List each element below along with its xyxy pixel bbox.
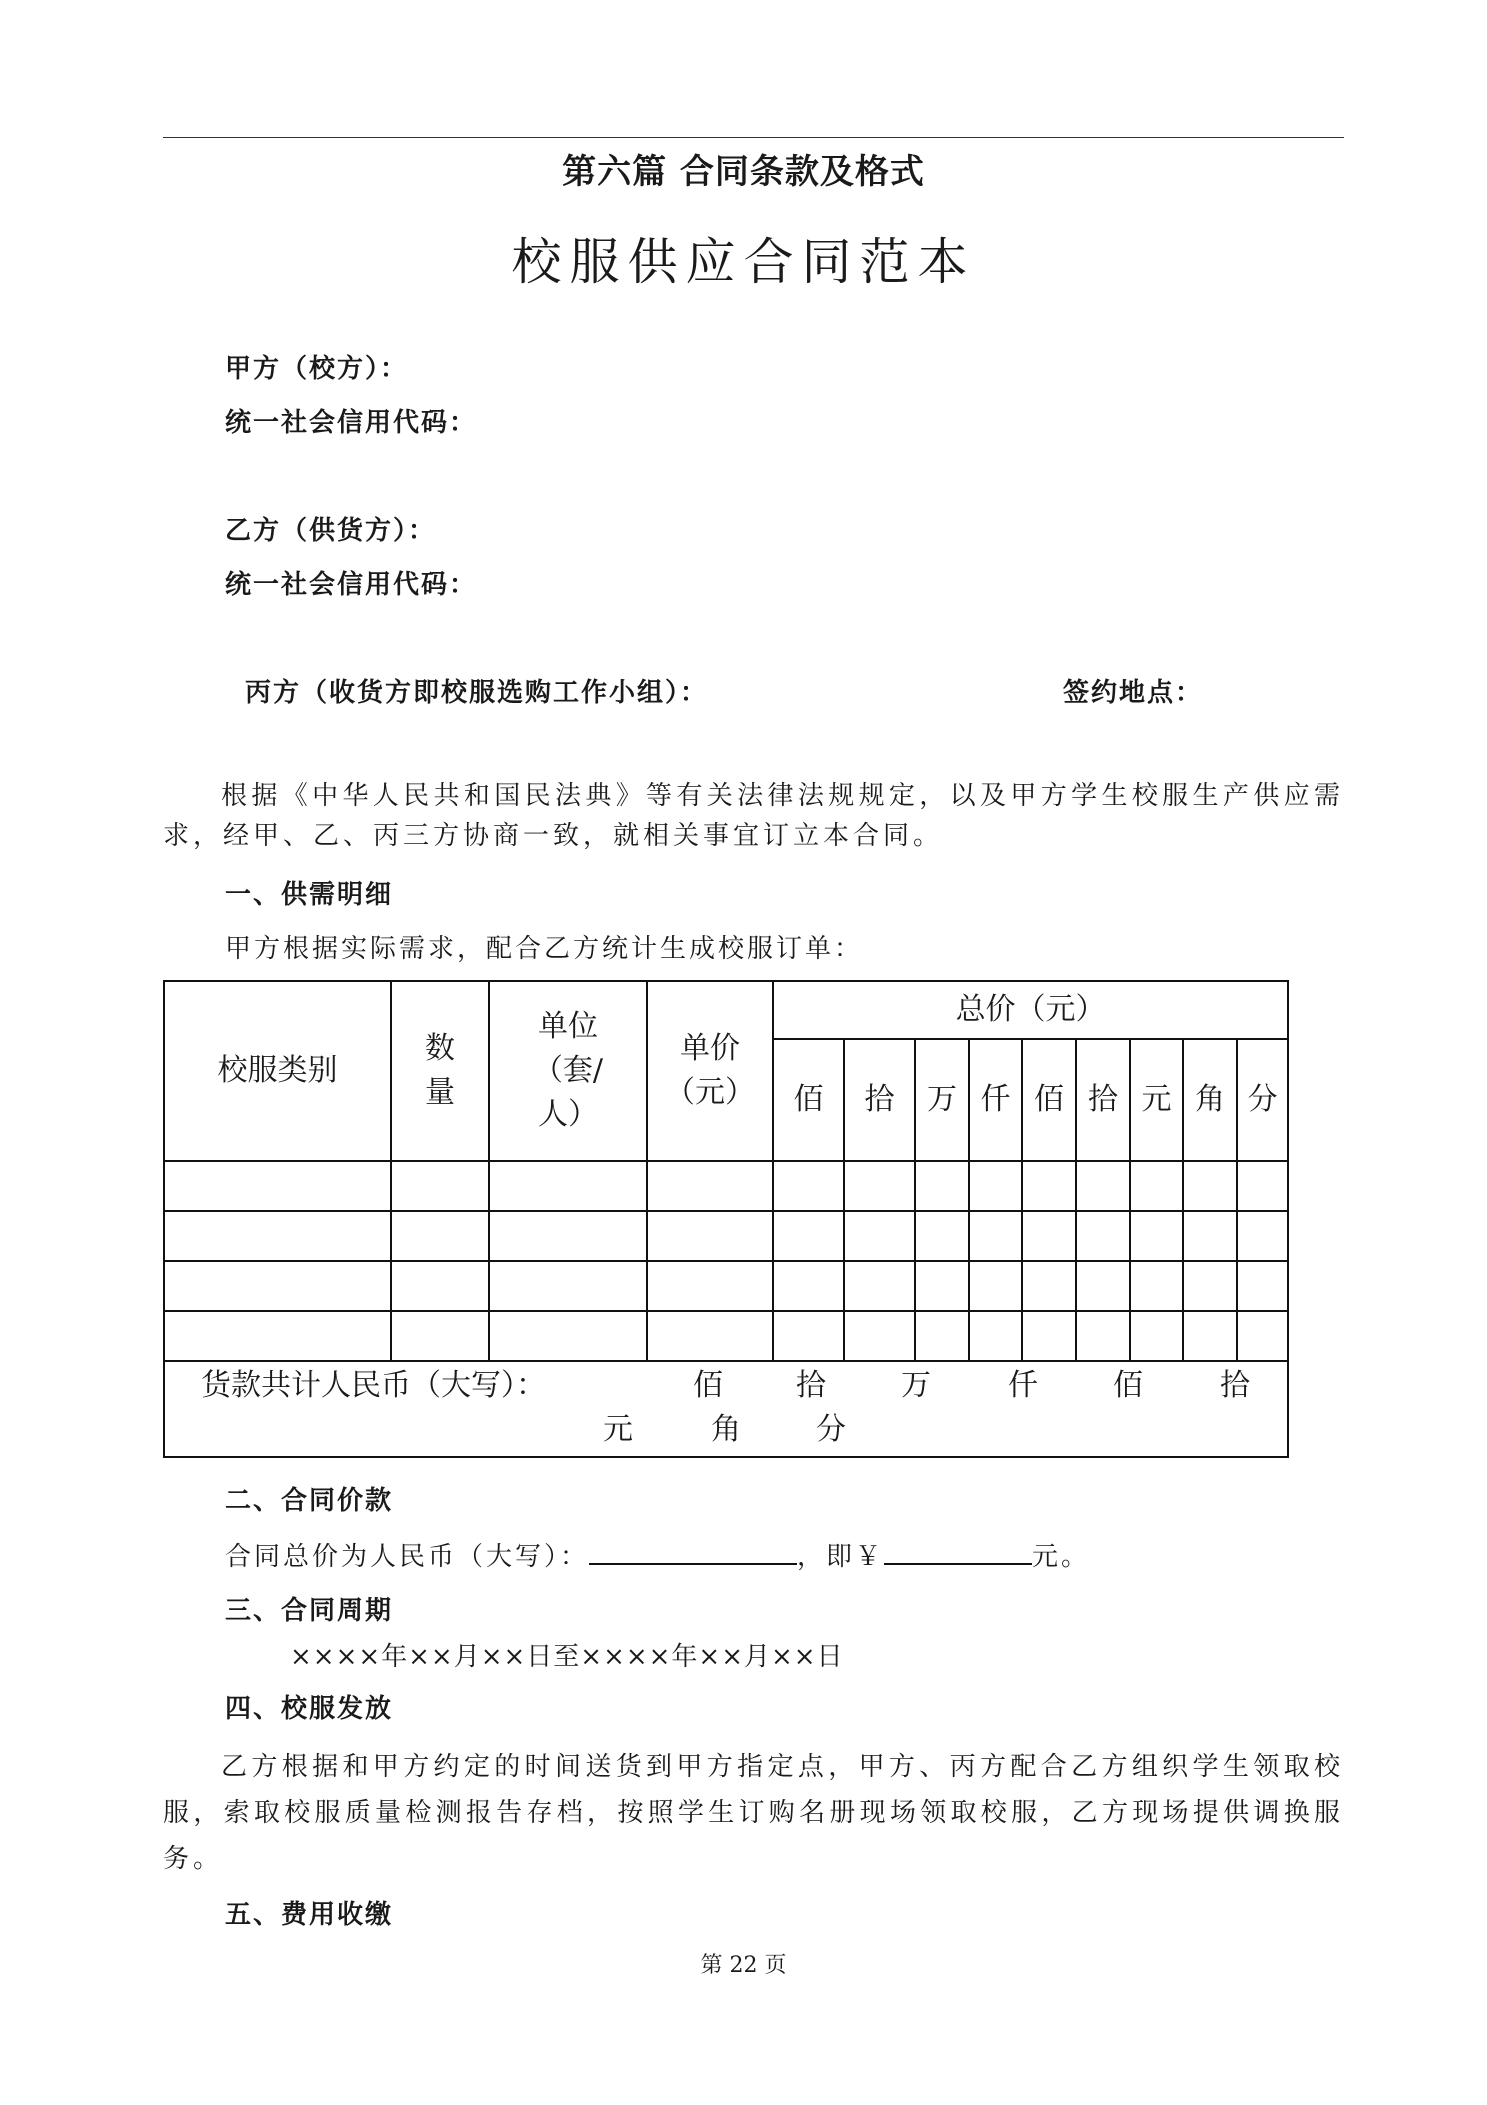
table-cell[interactable] <box>915 1161 969 1211</box>
party-b-label: 乙方（供货方）： <box>225 516 437 546</box>
total-unit: 佰 <box>693 1368 723 1403</box>
contract-price-middle: ，即￥ <box>797 1542 885 1572</box>
sign-place-label: 签约地点： <box>1063 678 1204 708</box>
table-cell[interactable] <box>164 1211 391 1261</box>
table-cell[interactable] <box>391 1311 489 1361</box>
contract-price-label: 合同总价为人民币（大写）： <box>225 1542 590 1572</box>
order-table <box>163 980 1289 1458</box>
table-cell[interactable] <box>1130 1161 1183 1211</box>
total-amount-cell[interactable] <box>164 1361 1288 1457</box>
section-4-heading: 四、校服发放 <box>225 1694 394 1724</box>
table-cell[interactable] <box>969 1211 1022 1261</box>
total-amount-row <box>164 1361 1288 1457</box>
table-cell[interactable] <box>489 1261 647 1311</box>
table-cell[interactable] <box>915 1261 969 1311</box>
table-cell[interactable] <box>164 1261 391 1311</box>
table-cell[interactable] <box>969 1311 1022 1361</box>
part-title: 第六篇 合同条款及格式 <box>562 152 925 192</box>
table-cell[interactable] <box>844 1211 915 1261</box>
table-cell[interactable] <box>1076 1161 1130 1211</box>
table-cell[interactable] <box>1130 1311 1183 1361</box>
table-cell[interactable] <box>1183 1311 1237 1361</box>
total-unit: 元 <box>603 1412 633 1447</box>
digit-header: 佰 <box>773 1039 844 1161</box>
table-cell[interactable] <box>1022 1211 1076 1261</box>
table-row <box>164 1261 1288 1311</box>
contract-price-unit: 元。 <box>1032 1542 1091 1572</box>
table-cell[interactable] <box>1183 1161 1237 1211</box>
table-cell[interactable] <box>844 1311 915 1361</box>
intro-paragraph <box>163 776 1344 856</box>
table-cell[interactable] <box>1130 1261 1183 1311</box>
table-cell[interactable] <box>773 1161 844 1211</box>
table-cell[interactable] <box>1237 1261 1288 1311</box>
total-unit: 万 <box>901 1368 931 1403</box>
table-cell[interactable] <box>1022 1311 1076 1361</box>
party-a-credit-code-label: 统一社会信用代码： <box>225 408 478 438</box>
digit-header: 拾 <box>844 1039 915 1161</box>
section-5-heading: 五、费用收缴 <box>225 1900 394 1930</box>
header-unit-price: 单价 （元） <box>647 981 773 1161</box>
total-amount-label: 货款共计人民币（大写）： <box>201 1368 546 1403</box>
header-category: 校服类别 <box>164 981 391 1161</box>
header-total-price: 总价（元） <box>773 981 1288 1039</box>
total-unit: 拾 <box>796 1368 826 1403</box>
section-4-paragraph <box>163 1744 1344 1882</box>
table-cell[interactable] <box>1237 1311 1288 1361</box>
total-unit: 分 <box>816 1412 846 1447</box>
table-cell[interactable] <box>489 1311 647 1361</box>
digit-header: 佰 <box>1022 1039 1076 1161</box>
table-cell[interactable] <box>1237 1161 1288 1211</box>
party-b-credit-code-label: 统一社会信用代码： <box>225 570 478 600</box>
table-cell[interactable] <box>489 1211 647 1261</box>
section-4-text: 乙方根据和甲方约定的时间送货到甲方指定点，甲方、丙方配合乙方组织学生领取校服，索取校服质量检测报告存档，按照学生订购名册现场领取校服，乙方现场提供调换服务。 <box>163 1752 1344 1874</box>
table-cell[interactable] <box>1076 1311 1130 1361</box>
table-cell[interactable] <box>391 1211 489 1261</box>
contract-price-line <box>225 1536 1090 1573</box>
table-cell[interactable] <box>969 1161 1022 1211</box>
table-cell[interactable] <box>647 1261 773 1311</box>
header-unit: 单位 （套/ 人） <box>489 981 647 1161</box>
total-unit: 仟 <box>1008 1368 1038 1403</box>
header-rule <box>163 137 1344 138</box>
section-1-heading: 一、供需明细 <box>225 880 394 910</box>
section-2-heading: 二、合同价款 <box>225 1486 394 1516</box>
party-c-label: 丙方（收货方即校服选购工作小组）： <box>245 678 709 708</box>
total-unit: 角 <box>711 1412 741 1447</box>
table-cell[interactable] <box>489 1161 647 1211</box>
section-1-text: 甲方根据实际需求，配合乙方统计生成校服订单： <box>225 934 864 964</box>
table-cell[interactable] <box>773 1311 844 1361</box>
table-cell[interactable] <box>915 1311 969 1361</box>
table-row <box>164 1211 1288 1261</box>
section-3-heading: 三、合同周期 <box>225 1596 394 1626</box>
table-cell[interactable] <box>844 1261 915 1311</box>
digit-header: 元 <box>1130 1039 1183 1161</box>
header-quantity: 数 量 <box>391 981 489 1161</box>
contract-price-words-blank[interactable] <box>589 1539 797 1565</box>
table-cell[interactable] <box>773 1211 844 1261</box>
total-unit: 拾 <box>1220 1368 1250 1403</box>
digit-header: 角 <box>1183 1039 1237 1161</box>
document-title: 校服供应合同范本 <box>511 233 976 291</box>
contract-price-amount-blank[interactable] <box>884 1539 1032 1565</box>
table-cell[interactable] <box>969 1261 1022 1311</box>
page-number: 第 22 页 <box>700 1953 787 1978</box>
table-cell[interactable] <box>164 1311 391 1361</box>
table-cell[interactable] <box>1022 1161 1076 1211</box>
table-row <box>164 1161 1288 1211</box>
table-cell[interactable] <box>1022 1261 1076 1311</box>
table-cell[interactable] <box>391 1161 489 1211</box>
table-cell[interactable] <box>915 1211 969 1261</box>
party-a-label: 甲方（校方）： <box>225 354 409 384</box>
intro-text: 根据《中华人民共和国民法典》等有关法律法规规定，以及甲方学生校服生产供应需求，经甲、乙、丙三方协商一致，就相关事宜订立本合同。 <box>163 781 1344 851</box>
table-row <box>164 1311 1288 1361</box>
table-cell[interactable] <box>647 1311 773 1361</box>
table-cell[interactable] <box>647 1211 773 1261</box>
table-cell[interactable] <box>1076 1261 1130 1311</box>
table-cell[interactable] <box>1076 1211 1130 1261</box>
digit-header: 分 <box>1237 1039 1288 1161</box>
total-unit: 佰 <box>1113 1368 1143 1403</box>
contract-period: ××××年××月××日至××××年××月××日 <box>290 1642 844 1672</box>
table-cell[interactable] <box>164 1161 391 1211</box>
table-cell[interactable] <box>647 1161 773 1211</box>
table-cell[interactable] <box>773 1261 844 1311</box>
table-cell[interactable] <box>844 1161 915 1211</box>
digit-header: 万 <box>915 1039 969 1161</box>
digit-header: 仟 <box>969 1039 1022 1161</box>
table-cell[interactable] <box>391 1261 489 1311</box>
table-cell[interactable] <box>1183 1261 1237 1311</box>
digit-header: 拾 <box>1076 1039 1130 1161</box>
table-cell[interactable] <box>1130 1211 1183 1261</box>
table-cell[interactable] <box>1237 1211 1288 1261</box>
table-cell[interactable] <box>1183 1211 1237 1261</box>
